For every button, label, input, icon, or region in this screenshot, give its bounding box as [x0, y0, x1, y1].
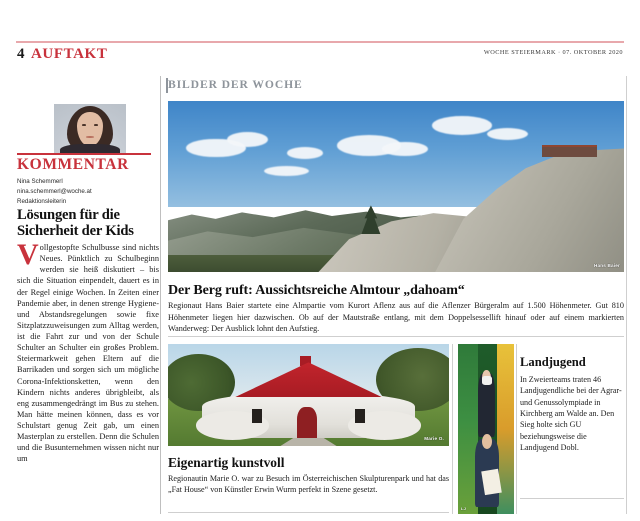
story-caption-mountain-tour: Regionaut Hans Baier startete eine Almpartie vom Kurort Aflenz aus auf die Aflenzer Bürgeralm auf 1.500 Höhenmeter. Gut 810 Höhenmeter liegen hier dazwischen. Ob auf der Mautstraße entlang, mit dem Doppelsessellift hinauf oder auf einem markierten Wanderweg: Der Ausblick lohnt den Aufstieg. [168, 301, 624, 334]
story-headline-mountain-tour: Der Berg ruft: Aussichtsreiche Almtour „dahoam“ [168, 283, 465, 298]
cloud [382, 142, 428, 156]
drop-cap: V [17, 242, 39, 271]
sculpture-window-right [355, 409, 365, 422]
author-name: Nina Schemmerl [17, 178, 63, 185]
cloud [432, 116, 491, 135]
cloud [287, 147, 323, 159]
issue-date-line: WOCHE STEIERMARK · 07. OKTOBER 2020 [483, 49, 623, 56]
portrait-shoulders [60, 144, 120, 153]
author-email[interactable]: nina.schemmerl@woche.at [17, 188, 92, 196]
story-caption-fat-house: Regionautin Marie O. war zu Besuch im Österreichischen Skulpturenpark und hat das „Fat House“ von Künstler Erwin Wurm perfekt in Szene gesetzt. [168, 474, 449, 495]
portrait-eye-left [82, 124, 86, 126]
kommentar-rule [17, 153, 151, 155]
photo-summit-hut [542, 145, 597, 157]
photo-mountain-tour [168, 101, 624, 272]
inner-column-divider [452, 344, 453, 514]
portrait-mouth [86, 136, 94, 138]
photo-landjugend [458, 344, 514, 514]
sculpture-door [297, 407, 317, 438]
story-headline-fat-house: Eigenartig kunstvoll [168, 455, 285, 470]
header-rule [16, 41, 624, 43]
right-edge-divider [626, 76, 627, 514]
page-folio-number: 4 [17, 46, 25, 62]
section-title: AUFTAKT [31, 46, 108, 62]
kommentar-body [17, 242, 159, 518]
photo-credit: LJ [461, 506, 467, 511]
photo-certificate [481, 469, 501, 495]
story-separator-rule [168, 336, 624, 337]
author-meta [17, 177, 157, 207]
author-portrait [54, 104, 126, 153]
story-caption-landjugend: In Zweierteams traten 46 Landjugendliche bei der Agrar- und Genussolympiade in Kirchberg am Walde an. Den Sieg holte sich GU beziehungsweise die Landjugend Dobl. [520, 375, 622, 452]
portrait-eye-right [94, 124, 98, 126]
landjugend-column-divider [516, 344, 517, 514]
kommentar-body-text: ollgestopfte Schulbusse sind nichts Neues. Pünktlich zu Schulbeginn werden sie heiß diskutiert – bis sich die Situation einpendelt, dauert es in der Regel einige Wochen. In Zeiten einer Pandemie aber, in denen strenge Hygiene- und Abstandsregelungen sowie fixe Sitzplatzzuweisungen zum Alltag werden, ist die Fahrt zur und von der Schule Schulter an Schulter ein großes Problem. Steiermarkweit gehen Eltern auf die Barrikaden und sorgen sich um mögliche Corona-Infektionsketten, wenn den Kindern nichts anderes übrigbleibt, als eng zusammengedrängt im Bus zu stehen. Man hätte meinen können, dass es vor Schulstart genug Zeit gab, um einen Masterplan zu erstellen. Denn die Schulen und die Busunternehmen wissen nicht nur um [17, 243, 159, 464]
photo-credit: Hans Baier [593, 263, 620, 268]
story-separator-rule [168, 512, 449, 513]
story-separator-rule [520, 498, 624, 499]
photo-person-kneeling-head [482, 434, 492, 449]
author-role: Redaktionsleiterin [17, 198, 67, 206]
bilder-der-woche-label: BILDER DER WOCHE [168, 78, 303, 91]
photo-credit: Marie O. [424, 436, 444, 441]
photo-fat-house [168, 344, 449, 446]
kommentar-headline: Lösungen für die Sicherheit der Kids [17, 207, 134, 240]
sculpture-window-left [252, 409, 262, 422]
face-mask-icon [482, 376, 492, 385]
column-divider [160, 76, 161, 514]
kommentar-label: KOMMENTAR [17, 156, 129, 173]
story-headline-landjugend: Landjugend [520, 355, 586, 369]
